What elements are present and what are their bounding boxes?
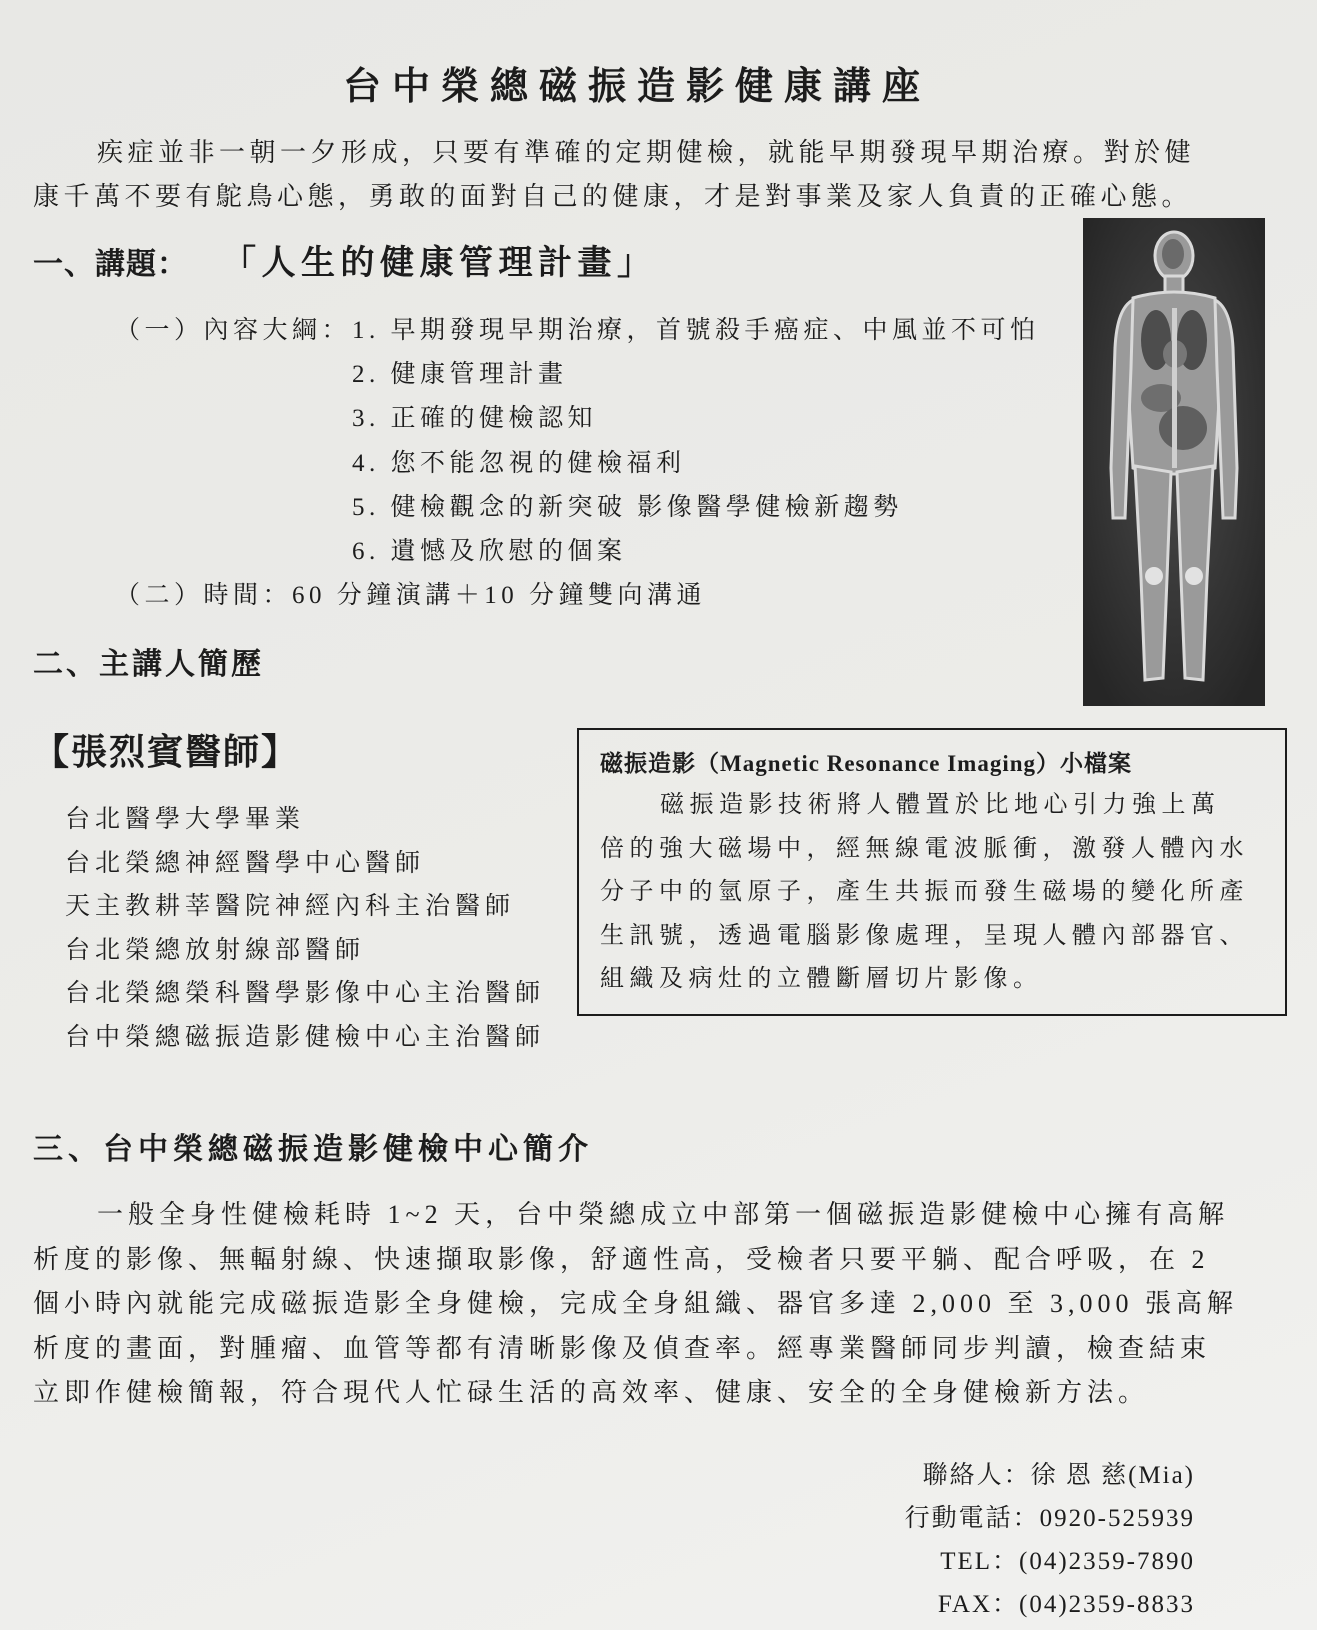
outline-item: 4. 您不能忽視的健檢福利 — [352, 449, 686, 477]
contact-fax: FAX：(04)2359-8833 — [937, 1591, 1195, 1618]
intro-line: 疾症並非一朝一夕形成，只要有準確的定期健檢，就能早期發現早期治療。對於健 — [97, 138, 1196, 167]
outline-item: 3. 正確的健檢認知 — [352, 405, 598, 433]
speaker-name: 【張烈賓醫師】 — [33, 732, 300, 772]
intro-paragraph — [33, 131, 1195, 219]
mri-info-line: 分子中的氫原子，產生共振而發生磁場的變化所產 — [600, 879, 1249, 905]
speaker-bio-list — [65, 798, 545, 1059]
center-intro-line: 個小時內就能完成磁振造影全身健檢，完成全身組織、器官多達 2,000 至 3,000 張高解 — [33, 1289, 1239, 1318]
bio-item: 台北醫學大學畢業 — [65, 806, 306, 833]
center-intro-paragraph — [33, 1193, 1238, 1416]
outline-item: 1. 早期發現早期治療，首號殺手癌症、中風並不可怕 — [352, 317, 1040, 344]
bio-item: 台中榮總磁振造影健檢中心主治醫師 — [65, 1023, 546, 1051]
outline-item: 6. 遺憾及欣慰的個案 — [352, 538, 627, 566]
outline-list — [352, 309, 1040, 574]
right-knee — [1185, 567, 1203, 585]
bio-item: 台北榮總放射線部醫師 — [65, 936, 366, 964]
contact-mobile: 行動電話：0920-525939 — [904, 1505, 1195, 1532]
mri-info-box — [577, 728, 1287, 1016]
page-title: 台中榮總磁振造影健康講座 — [343, 66, 932, 108]
lecture-topic: 「人生的健康管理計畫」 — [222, 245, 657, 282]
center-intro-line: 析度的畫面，對腫瘤、血管等都有清晰影像及偵查率。經專業醫師同步判讀，檢查結束 — [33, 1333, 1212, 1363]
bio-item: 台北榮總神經醫學中心醫師 — [65, 849, 426, 877]
outline-label: （一）內容大綱： — [115, 317, 352, 344]
center-intro-line: 立即作健檢簡報，符合現代人忙碌生活的高效率、健康、安全的全身健檢新方法。 — [33, 1378, 1150, 1407]
outline-item: 2. 健康管理計畫 — [352, 361, 568, 389]
mri-full-body-scan-icon — [1083, 218, 1265, 706]
mri-info-line: 倍的強大磁場中，經無線電波脈衝，激發人體內水 — [600, 835, 1249, 862]
left-knee — [1145, 567, 1163, 585]
section-3-heading: 三、台中榮總磁振造影健檢中心簡介 — [33, 1133, 593, 1166]
intro-line: 康千萬不要有鴕鳥心態，勇敢的面對自己的健康，才是對事業及家人負責的正確心態。 — [33, 182, 1193, 211]
contact-person: 聯絡人：徐 恩 慈(Mia) — [922, 1462, 1195, 1489]
center-intro-line: 一般全身性健檢耗時 1~2 天，台中榮總成立中部第一個磁振造影健檢中心擁有高解 — [97, 1200, 1230, 1229]
center-intro-line: 析度的影像、無輻射線、快速擷取影像，舒適性高，受檢者只要平躺、配合呼吸，在 2 — [33, 1244, 1210, 1274]
mri-info-line: 磁振造影技術將人體置於比地心引力強上萬 — [660, 792, 1221, 818]
mri-info-box-title: 磁振造影（Magnetic Resonance Imaging）小檔案 — [600, 751, 1133, 776]
bio-item: 台北榮總榮科醫學影像中心主治醫師 — [65, 980, 546, 1007]
mri-info-line: 組織及病灶的立體斷層切片影像。 — [600, 966, 1043, 992]
contact-block — [905, 1454, 1195, 1626]
lecture-duration: （二）時間：60 分鐘演講＋10 分鐘雙向溝通 — [115, 582, 707, 609]
brain — [1162, 239, 1184, 269]
outline-item: 5. 健檢觀念的新突破 影像醫學健檢新趨勢 — [352, 493, 903, 521]
contact-tel: TEL：(04)2359-7890 — [940, 1548, 1195, 1575]
bio-item: 天主教耕莘醫院神經內科主治醫師 — [65, 893, 516, 920]
section-1-heading: 一、講題： — [33, 248, 188, 281]
abdomen — [1159, 406, 1207, 450]
spine — [1172, 308, 1177, 468]
mri-info-line: 生訊號，透過電腦影像處理，呈現人體內部器官、 — [600, 922, 1249, 949]
section-2-heading: 二、主講人簡歷 — [33, 648, 264, 681]
mri-info-box-text — [600, 784, 1249, 1002]
